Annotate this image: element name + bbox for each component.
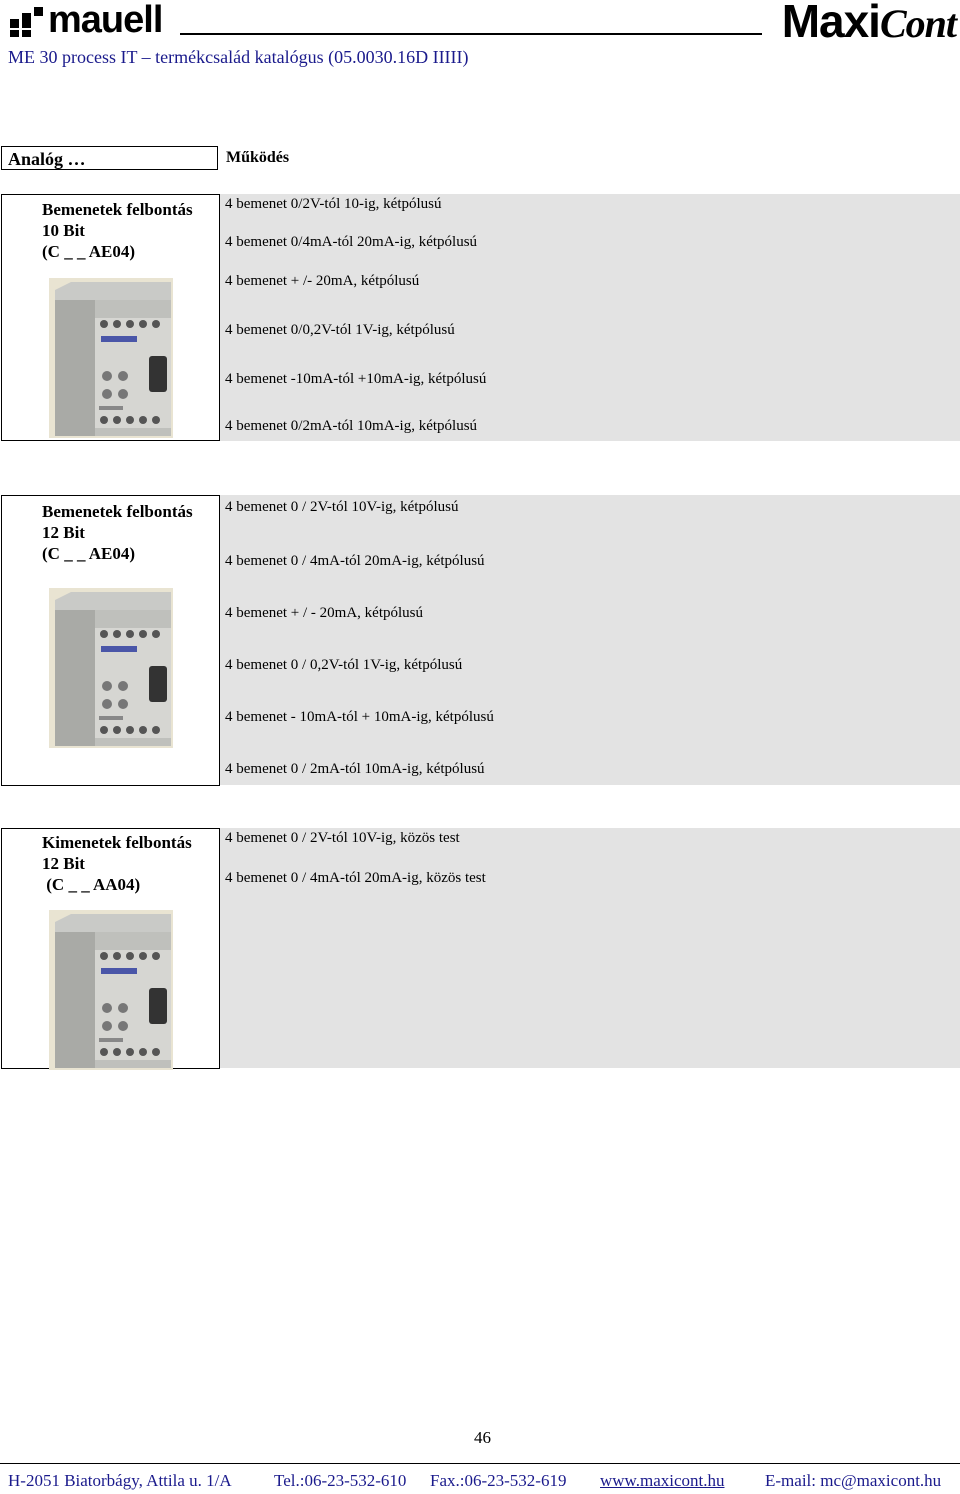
function-line: 4 bemenet 0/2mA-tól 10mA-ig, kétpólusú bbox=[225, 418, 478, 434]
function-line: 4 bemenet 0 / 4mA-tól 20mA-ig, kétpólusú bbox=[225, 553, 485, 569]
module-image bbox=[49, 278, 173, 438]
section-3-label-box bbox=[1, 828, 220, 1069]
section-1-label-line: 10 Bit bbox=[42, 221, 85, 240]
mauell-logo-text: mauell bbox=[48, 0, 163, 41]
page-number: 46 bbox=[474, 1428, 491, 1447]
header-rule bbox=[180, 33, 762, 35]
function-line: 4 bemenet 0/2V-tól 10-ig, kétpólusú bbox=[225, 196, 442, 212]
section-1-label-line: Bemenetek felbontás bbox=[42, 200, 193, 219]
column-heading: Működés bbox=[226, 149, 290, 166]
section-2-label-line: (C _ _ AE04) bbox=[42, 544, 136, 563]
category-label: Analóg … bbox=[1, 146, 218, 170]
catalog-title: ME 30 process IT – termékcsalád katalógus (05.0030.16D IIIII) bbox=[8, 47, 469, 67]
footer-phone: Tel.:06-23-532-610 bbox=[274, 1471, 407, 1490]
maxicont-logo-script: Cont bbox=[879, 1, 956, 46]
function-line: 4 bemenet -10mA-tól +10mA-ig, kétpólusú bbox=[225, 371, 487, 387]
section-3-panel bbox=[219, 828, 960, 1068]
section-2-label bbox=[42, 501, 193, 564]
section-1-panel bbox=[219, 194, 960, 441]
section-2-label-line: 12 Bit bbox=[42, 523, 85, 542]
footer-email[interactable]: E-mail: mc@maxicont.hu bbox=[765, 1471, 942, 1490]
maxicont-logo bbox=[782, 0, 956, 48]
function-line: 4 bemenet 0 / 2V-tól 10V-ig, kétpólusú bbox=[225, 499, 459, 515]
section-2-label-box bbox=[1, 495, 220, 786]
function-line: 4 bemenet 0/4mA-tól 20mA-ig, kétpólusú bbox=[225, 234, 478, 250]
footer-address: H-2051 Biatorbágy, Attila u. 1/A bbox=[8, 1471, 232, 1490]
section-3-label bbox=[42, 832, 192, 895]
function-line: 4 bemenet 0 / 0,2V-tól 1V-ig, kétpólusú bbox=[225, 657, 463, 673]
mauell-logo bbox=[8, 0, 163, 41]
module-image bbox=[49, 910, 173, 1070]
section-1-label-line: (C _ _ AE04) bbox=[42, 242, 136, 261]
section-1-label-box bbox=[1, 194, 220, 441]
mauell-logo-mark bbox=[8, 3, 48, 37]
function-line: 4 bemenet 0 / 2mA-tól 10mA-ig, kétpólusú bbox=[225, 761, 485, 777]
function-line: 4 bemenet + /- 20mA, kétpólusú bbox=[225, 273, 420, 289]
function-line: 4 bemenet 0 / 2V-tól 10V-ig, közös test bbox=[225, 830, 460, 846]
footer-rule bbox=[0, 1463, 960, 1464]
footer-website-link[interactable]: www.maxicont.hu bbox=[600, 1471, 725, 1490]
section-2-label-line: Bemenetek felbontás bbox=[42, 502, 193, 521]
function-line: 4 bemenet - 10mA-tól + 10mA-ig, kétpólusú bbox=[225, 709, 494, 725]
section-3-label-line: (C _ _ AA04) bbox=[42, 875, 141, 894]
section-3-label-line: 12 Bit bbox=[42, 854, 85, 873]
section-2-panel bbox=[219, 495, 960, 785]
function-line: 4 bemenet + / - 20mA, kétpólusú bbox=[225, 605, 424, 621]
maxicont-logo-main: Maxi bbox=[781, 0, 880, 47]
function-line: 4 bemenet 0 / 4mA-tól 20mA-ig, közös test bbox=[225, 870, 486, 886]
module-image bbox=[49, 588, 173, 748]
footer-fax: Fax.:06-23-532-619 bbox=[430, 1471, 567, 1490]
function-line: 4 bemenet 0/0,2V-tól 1V-ig, kétpólusú bbox=[225, 322, 455, 338]
section-3-label-line: Kimenetek felbontás bbox=[42, 833, 192, 852]
section-1-label bbox=[42, 199, 193, 262]
